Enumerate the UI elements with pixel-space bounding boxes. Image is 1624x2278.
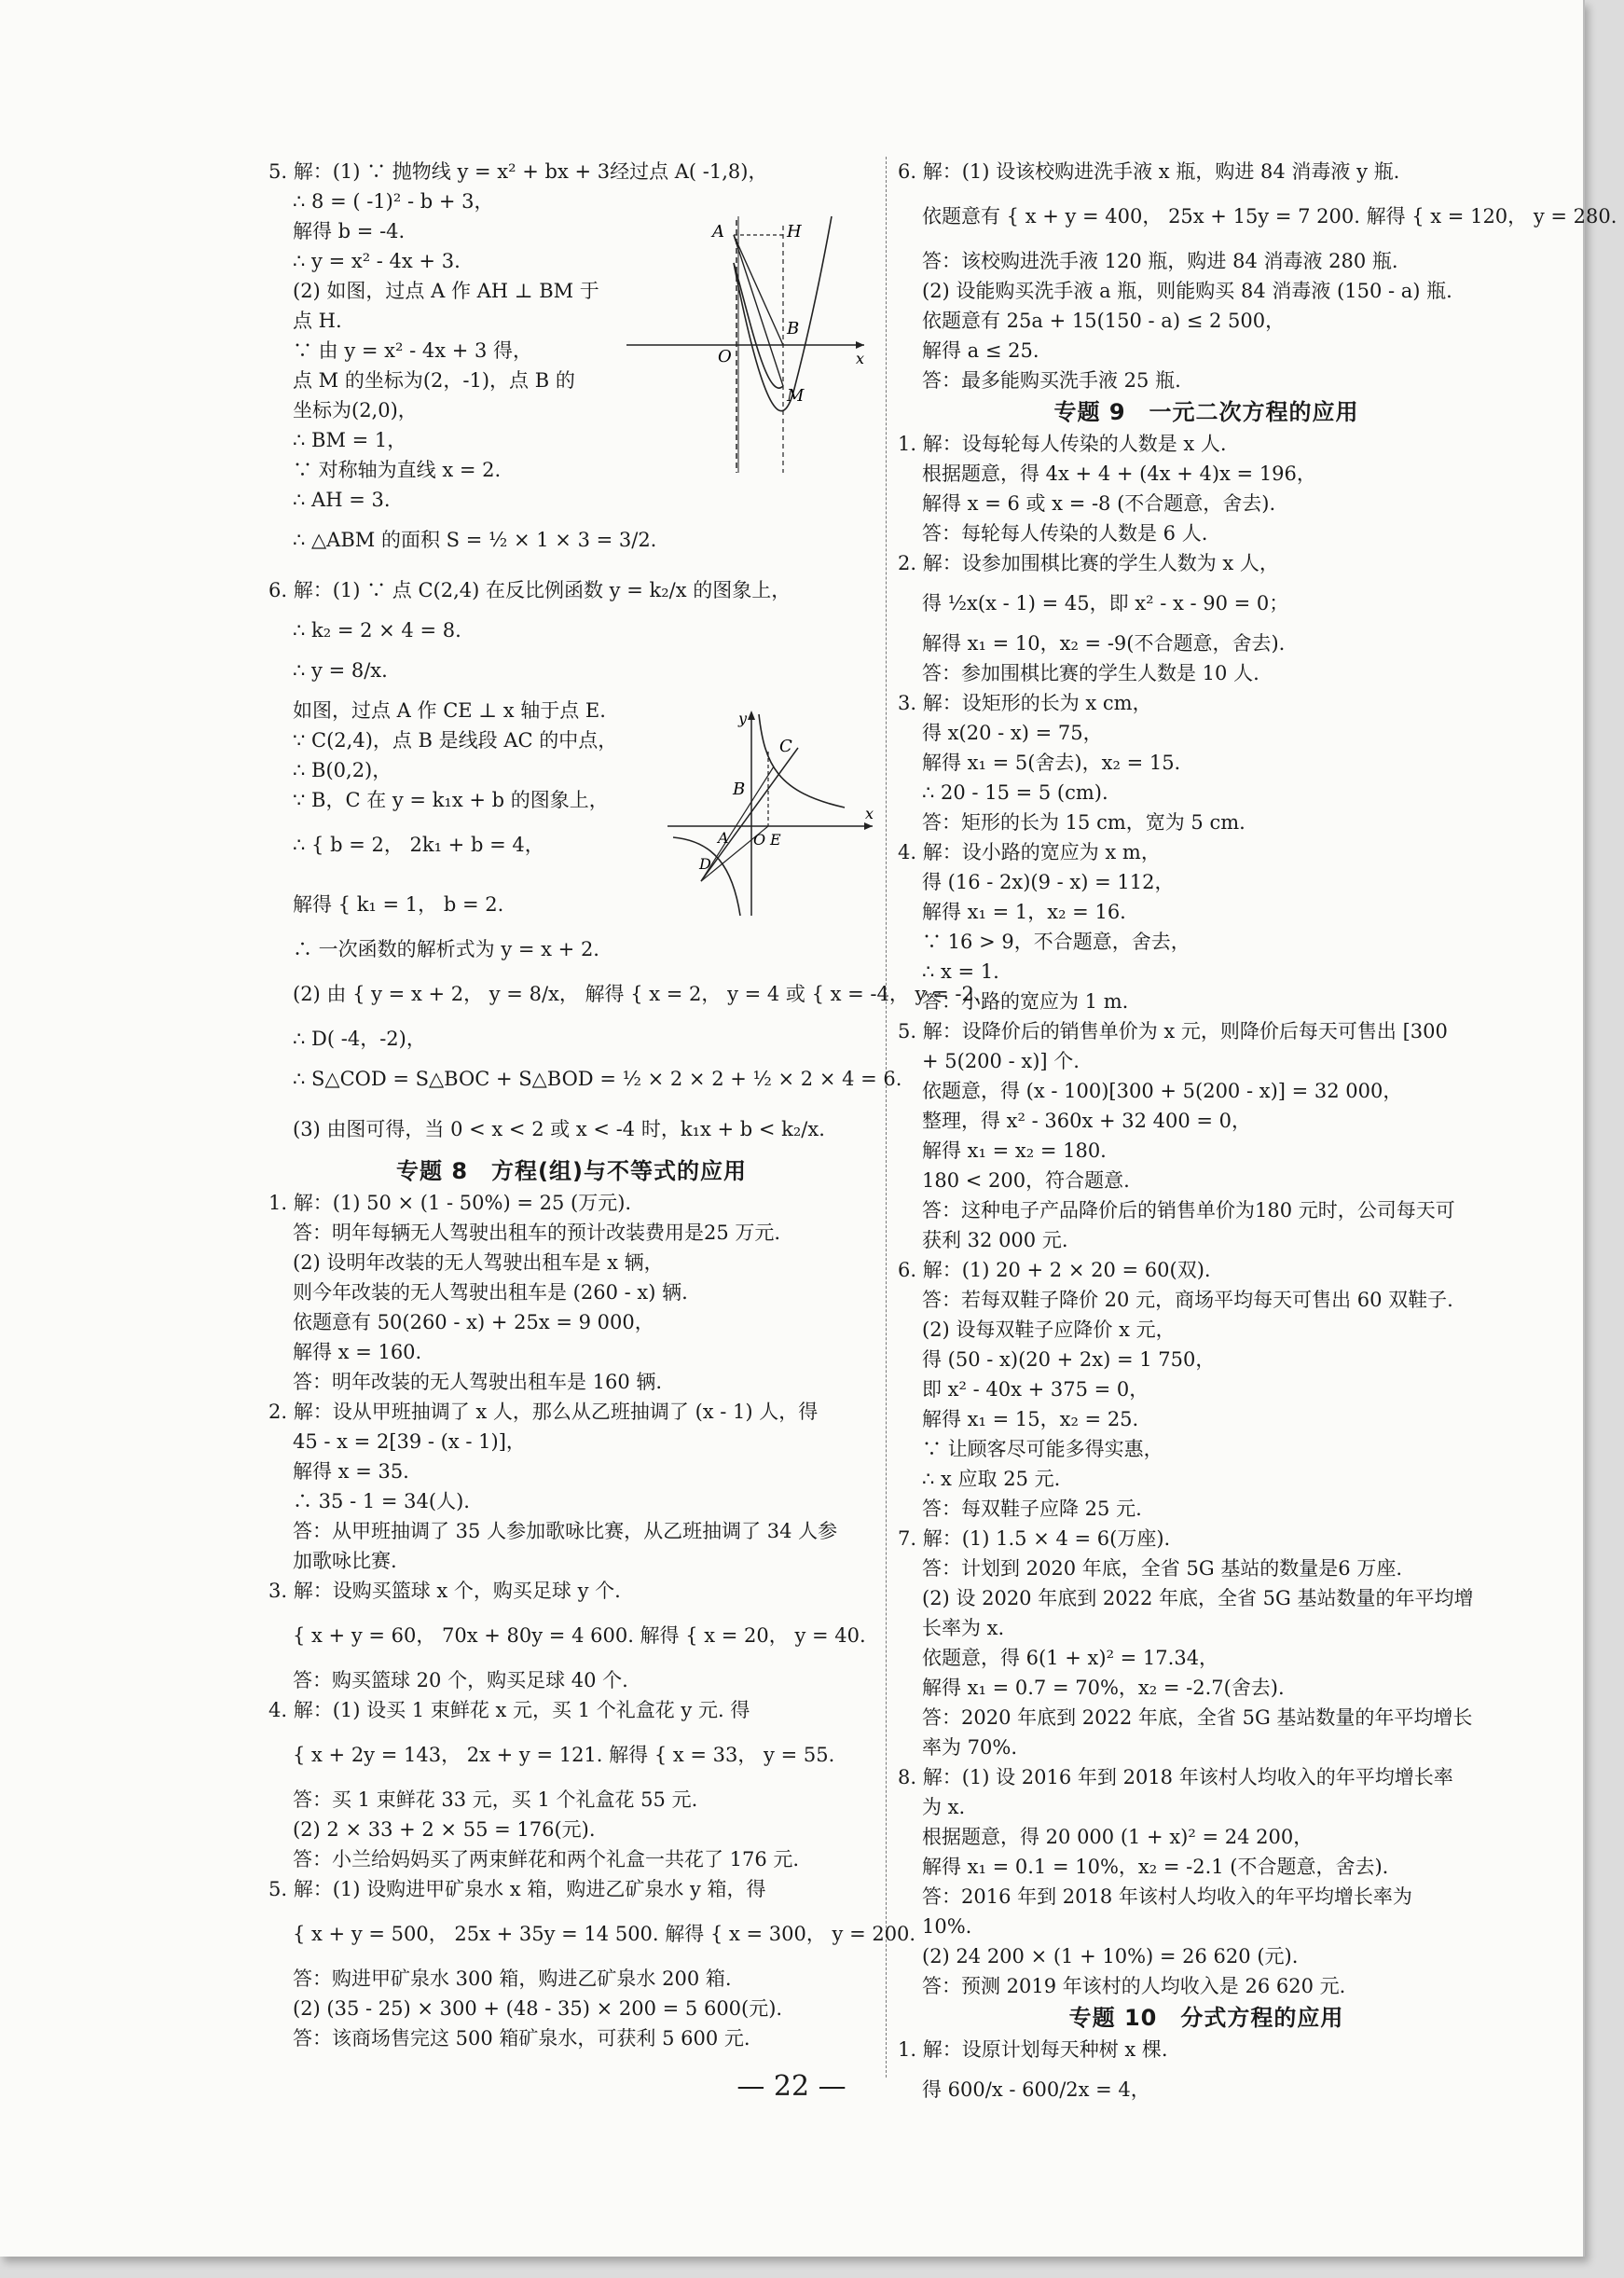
text-line: (2) 设 2020 年底到 2022 年底，全省 5G 基站数量的年平均增 [922, 1587, 1474, 1609]
text-line: 得 (16 - 2x)(9 - x) = 112， [922, 871, 1175, 893]
text-line: 答：这种电子产品降价后的销售单价为180 元时，公司每天可 [922, 1199, 1455, 1222]
text-line: 2. 解：设从甲班抽调了 x 人，那么从乙班抽调了 (x - 1) 人，得 [268, 1401, 819, 1423]
text-line: 解得 a ≤ 25. [922, 339, 1039, 362]
text-line: (2) 24 200 × (1 + 10%) = 26 620 (元). [922, 1945, 1299, 1967]
text-line: 1. 解：设原计划每天种树 x 棵. [898, 2038, 1168, 2061]
text-line: 6. 解：(1) ∵ 点 C(2,4) 在反比例函数 y = k₂/x 的图象上， [268, 579, 791, 601]
right-column [898, 157, 1617, 2115]
text-line: 答：从甲班抽调了 35 人参加歌咏比赛，从乙班抽调了 34 人参 [293, 1520, 838, 1542]
label-C: C [779, 737, 792, 756]
x-axis-arrow [856, 341, 864, 349]
problem-6-purchase-solution [898, 157, 1617, 395]
text-line: 6. 解：(1) 设该校购进洗手液 x 瓶，购进 84 消毒液 y 瓶. [898, 160, 1400, 183]
text-line: ∴ B(0,2)， [293, 759, 392, 781]
text-line: 答：2016 年到 2018 年该村人均收入的年平均增长率为 [922, 1885, 1412, 1908]
text-line: 180 < 200，符合题意. [922, 1169, 1130, 1192]
text-line: 率为 70%. [922, 1736, 1018, 1759]
text-line: 4. 解：设小路的宽应为 x m， [898, 841, 1161, 863]
line-y-x-plus-2 [701, 748, 798, 881]
label-H: H [787, 222, 802, 242]
y-axis-arrow [748, 711, 755, 720]
text-line: 解得 x = 6 或 x = -8 (不合题意，舍去). [922, 492, 1276, 515]
text-line: 如图，过点 A 作 CE ⊥ x 轴于点 E. [293, 699, 606, 722]
parabola-figure [626, 207, 871, 477]
text-line: 3. 解：设购买篮球 x 个，购买足球 y 个. [268, 1580, 621, 1602]
equation-system: ∴ { b = 2， 2k₁ + b = 4， [293, 834, 544, 856]
text-line: 答：小路的宽应为 1 m. [922, 990, 1129, 1013]
equation-system: 依题意有 { x + y = 400， 25x + 15y = 7 200. 解得 { x = 120， y = 280. [922, 205, 1617, 228]
text-line: 依题意，得 6(1 + x)² = 17.34， [922, 1647, 1219, 1669]
text-line: 解得 x = 35. [293, 1460, 409, 1483]
equation-system: { x + y = 500， 25x + 35y = 14 500. 解得 { x = 300， y = 200. [293, 1923, 916, 1945]
text-line: 解得 x₁ = 1，x₂ = 16. [922, 901, 1126, 923]
text-line: 10%. [922, 1915, 972, 1938]
text-line: 答：矩形的长为 15 cm，宽为 5 cm. [922, 811, 1246, 834]
text-line: 得 ½x(x - 1) = 45，即 x² - x - 90 = 0； [922, 592, 1289, 614]
text-line: ∵ 由 y = x² - 4x + 3 得， [293, 339, 533, 362]
label-D: D [699, 855, 711, 873]
text-line: 答：明年每辆无人驾驶出租车的预计改装费用是25 万元. [293, 1222, 781, 1244]
text-line: 得 (50 - x)(20 + 2x) = 1 750， [922, 1348, 1216, 1371]
text-line: 答：该校购进洗手液 120 瓶，购进 84 消毒液 280 瓶. [922, 250, 1398, 272]
label-x: x [865, 805, 874, 822]
segment-AM [734, 235, 783, 386]
text-line: ∴ y = 8/x. [293, 659, 388, 682]
text-line: 得 x(20 - x) = 75， [922, 722, 1103, 744]
text-line: 答：预测 2019 年该村的人均收入是 26 620 元. [922, 1975, 1346, 1997]
text-line: ∴ 一次函数的解析式为 y = x + 2. [293, 938, 599, 960]
text-line: 解得 x₁ = 0.1 = 10%，x₂ = -2.1 (不合题意，舍去). [922, 1856, 1389, 1878]
label-O: O [718, 347, 732, 366]
text-line: 答：计划到 2020 年底，全省 5G 基站的数量是6 万座. [922, 1557, 1402, 1580]
text-line: 则今年改装的无人驾驶出租车是 (260 - x) 辆. [293, 1281, 688, 1304]
text-line: 解得 x₁ = 15，x₂ = 25. [922, 1408, 1139, 1430]
text-line: 依题意有 50(260 - x) + 25x = 9 000， [293, 1311, 654, 1333]
section-9-solutions [898, 429, 1515, 2001]
text-line: (2) 设每双鞋子应降价 x 元， [922, 1318, 1176, 1341]
text-line: 整理，得 x² - 360x + 32 400 = 0， [922, 1110, 1252, 1132]
label-x: x [856, 350, 865, 367]
label-M: M [787, 386, 805, 406]
text-line: 1. 解：设每轮每人传染的人数是 x 人. [898, 433, 1227, 455]
hyperbola-branch-1 [759, 714, 845, 808]
text-line: (2) 2 × 33 + 2 × 55 = 176(元). [293, 1818, 596, 1841]
text-line: 答：该商场售完这 500 箱矿泉水，可获利 5 600 元. [293, 2027, 750, 2050]
equation-system: 解得 { k₁ = 1， b = 2. [293, 893, 504, 916]
text-line: ∵ 16 > 9，不合题意，舍去， [922, 931, 1190, 953]
label-B: B [733, 780, 746, 799]
text-line: 答：2020 年底到 2022 年底，全省 5G 基站数量的年平均增长 [922, 1706, 1473, 1729]
label-A: A [712, 222, 724, 242]
text-line: (2) 如图，过点 A 作 AH ⊥ BM 于 [293, 280, 599, 302]
text-line: 答：小兰给妈妈买了两束鲜花和两个礼盒一共花了 176 元. [293, 1848, 800, 1871]
text-line: 5. 解：(1) 设购进甲矿泉水 x 箱，购进乙矿泉水 y 箱，得 [268, 1878, 766, 1900]
text-line: ∴ y = x² - 4x + 3. [293, 250, 461, 272]
text-line: 答：参加围棋比赛的学生人数是 10 人. [922, 662, 1259, 684]
text-line: 长率为 x. [922, 1617, 1005, 1639]
text-line: + 5(200 - x)] 个. [922, 1050, 1080, 1072]
section-heading-9: 专题 9 一元二次方程的应用 [1053, 399, 1359, 425]
text-line: ∵ B，C 在 y = k₁x + b 的图象上， [293, 789, 609, 811]
text-line: ∴ k₂ = 2 × 4 = 8. [293, 619, 461, 642]
label-A: A [718, 829, 729, 847]
equation-system: (2) 由 { y = x + 2， y = 8/x， 解得 { x = 2， y = 4 或 { x = -4， y = -2. [293, 983, 981, 1005]
text-line: 加歌咏比赛. [293, 1550, 397, 1572]
section-heading-10: 专题 10 分式方程的应用 [1068, 2005, 1344, 2031]
column-divider [886, 157, 887, 2078]
label-y: y [738, 710, 748, 727]
text-line: 答：买 1 束鲜花 33 元，买 1 个礼盒花 55 元. [293, 1788, 698, 1811]
text-line: 5. 解：设降价后的销售单价为 x 元，则降价后每天可售出 [300 [898, 1020, 1448, 1042]
text-line: 答：每双鞋子应降 25 元. [922, 1498, 1142, 1520]
text-line: 依题意有 25a + 15(150 - a) ≤ 2 500， [922, 310, 1286, 332]
text-line: ∴ 35 - 1 = 34(人). [293, 1490, 470, 1512]
text-line: 解得 x₁ = 0.7 = 70%，x₂ = -2.7(舍去). [922, 1677, 1285, 1699]
equation-system: { x + y = 60， 70x + 80y = 4 600. 解得 { x = 20， y = 40. [293, 1624, 866, 1647]
text-line: ∴ x = 1. [922, 960, 999, 983]
text-line: 解得 b = -4. [293, 220, 406, 242]
text-line: 1. 解：(1) 50 × (1 - 50%) = 25 (万元). [268, 1192, 632, 1214]
text-line: 点 H. [293, 310, 342, 332]
text-line: 根据题意，得 4x + 4 + (4x + 4)x = 196， [922, 463, 1316, 485]
text-line: (2) 设明年改装的无人驾驶出租车是 x 辆， [293, 1251, 664, 1274]
x-axis-arrow [864, 822, 873, 830]
text-line: ∴ △ABM 的面积 S = ½ × 1 × 3 = 3/2. [293, 529, 657, 551]
text-line: 解得 x₁ = 5(舍去)，x₂ = 15. [922, 752, 1181, 774]
text-line: 得 600/x - 600/2x = 4， [922, 2078, 1150, 2101]
equation-system: { x + 2y = 143， 2x + y = 121. 解得 { x = 33， y = 55. [293, 1744, 835, 1766]
label-B: B [787, 319, 800, 338]
text-line: 即 x² - 40x + 375 = 0， [922, 1378, 1149, 1401]
text-line: 为 x. [922, 1796, 966, 1818]
text-line: 依题意，得 (x - 100)[300 + 5(200 - x)] = 32 000， [922, 1080, 1403, 1102]
text-line: 点 M 的坐标为(2，-1)，点 B 的 [293, 369, 575, 392]
hyperbola-figure [667, 709, 876, 919]
text-line: ∴ x 应取 25 元. [922, 1468, 1061, 1490]
text-line: 6. 解：(1) 20 + 2 × 20 = 60(双). [898, 1259, 1211, 1281]
text-line: ∵ 让顾客尽可能多得实惠， [922, 1438, 1163, 1460]
text-line: 解得 x = 160. [293, 1341, 422, 1363]
text-line: 解得 x₁ = x₂ = 180. [922, 1139, 1107, 1162]
text-line: 坐标为(2,0)， [293, 399, 418, 421]
text-line: ∴ D( -4，-2)， [293, 1028, 426, 1050]
text-line: ∵ C(2,4)，点 B 是线段 AC 的中点， [293, 729, 618, 752]
text-line: ∴ S△COD = S△BOC + S△BOD = ½ × 2 × 2 + ½ × 2 × 4 = 6. [293, 1068, 902, 1090]
text-line: 答：每轮每人传染的人数是 6 人. [922, 522, 1208, 545]
page-number: — 22 — [736, 2070, 846, 2103]
text-line: 答：若每双鞋子降价 20 元，商场平均每天可售出 60 双鞋子. [922, 1289, 1453, 1311]
section-heading-8: 专题 8 方程(组)与不等式的应用 [396, 1158, 747, 1184]
text-line: ∴ 20 - 15 = 5 (cm). [922, 781, 1108, 804]
text-line: (3) 由图可得，当 0 < x < 2 或 x < -4 时，k₁x + b < k₂/x. [293, 1118, 825, 1140]
section-8-solutions [268, 1188, 916, 2053]
text-line: 45 - x = 2[39 - (x - 1)]， [293, 1430, 526, 1453]
label-O: O [753, 831, 766, 849]
label-E: E [770, 831, 781, 849]
text-line: (2) 设能购买洗手液 a 瓶，则能购买 84 消毒液 (150 - a) 瓶. [922, 280, 1452, 302]
text-line: 7. 解：(1) 1.5 × 4 = 6(万座). [898, 1527, 1171, 1550]
text-line: (2) (35 - 25) × 300 + (48 - 35) × 200 = 5 600(元). [293, 1997, 783, 2020]
text-line: ∴ AH = 3. [293, 489, 391, 511]
text-line: 3. 解：设矩形的长为 x cm， [898, 692, 1152, 714]
text-line: 解得 x₁ = 10，x₂ = -9(不合题意，舍去). [922, 632, 1286, 655]
text-line: ∴ 8 = ( -1)² - b + 3， [293, 190, 494, 213]
text-line: 答：明年改装的无人驾驶出租车是 160 辆. [293, 1371, 663, 1393]
text-line: 答：最多能购买洗手液 25 瓶. [922, 369, 1181, 392]
text-line: 2. 解：设参加围棋比赛的学生人数为 x 人， [898, 552, 1279, 574]
text-line: ∵ 对称轴为直线 x = 2. [293, 459, 502, 481]
text-line: 8. 解：(1) 设 2016 年到 2018 年该村人均收入的年平均增长率 [898, 1766, 1453, 1788]
text-line: 5. 解：(1) ∵ 抛物线 y = x² + bx + 3经过点 A( -1,8)， [268, 160, 768, 183]
text-line: 根据题意，得 20 000 (1 + x)² = 24 200， [922, 1826, 1314, 1848]
text-line: 答：购进甲矿泉水 300 箱，购进乙矿泉水 200 箱. [293, 1967, 732, 1990]
text-line: 4. 解：(1) 设买 1 束鲜花 x 元，买 1 个礼盒花 y 元. 得 [268, 1699, 750, 1721]
text-line: 答：购买篮球 20 个，购买足球 40 个. [293, 1669, 628, 1691]
text-line: ∴ BM = 1， [293, 429, 407, 451]
text-line: 获利 32 000 元. [922, 1229, 1068, 1251]
